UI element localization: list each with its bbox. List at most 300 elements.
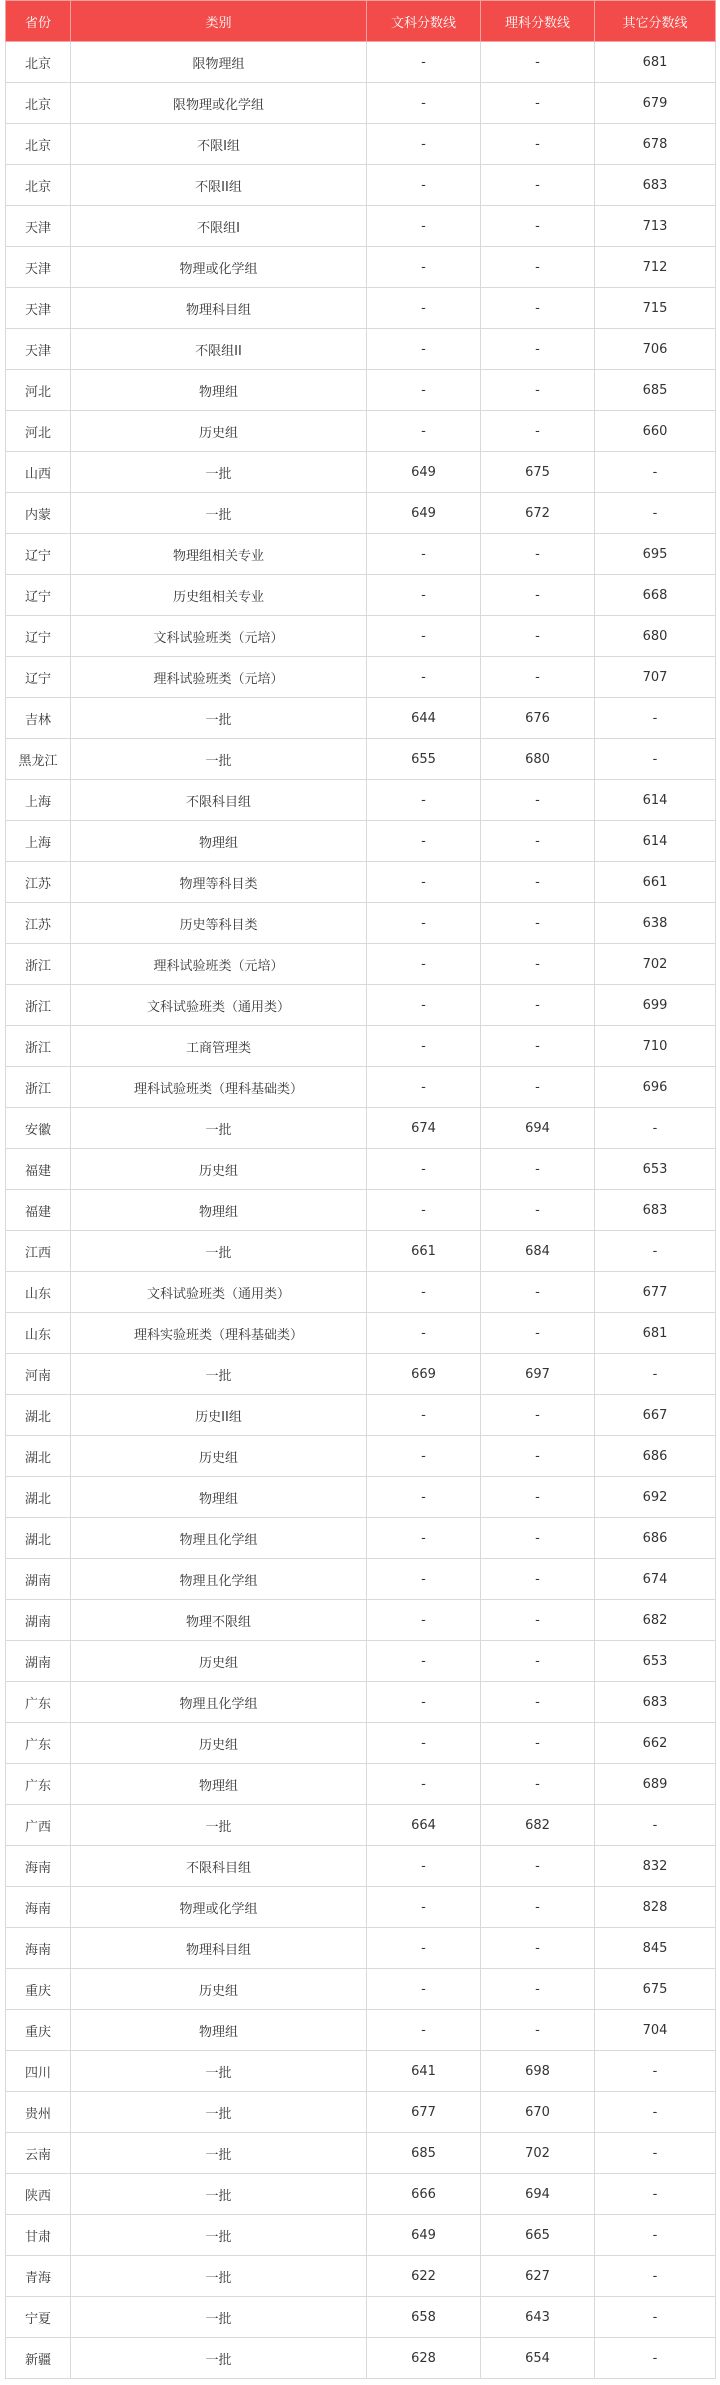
table-row [6,1518,716,1559]
table-row [6,1436,716,1477]
cell-other-score: 661 [595,862,716,903]
cell-science-score: - [481,1559,595,1600]
cell-other-score: 686 [595,1518,716,1559]
cell-science-score: 682 [481,1805,595,1846]
header-category: 类别 [71,1,367,42]
table-row [6,165,716,206]
cell-other-score: - [595,739,716,780]
cell-arts-score: 674 [367,1108,481,1149]
cell-category: 文科试验班类（通用类） [71,1272,367,1313]
cell-province: 北京 [6,124,71,165]
cell-category: 物理组 [71,370,367,411]
cell-science-score: - [481,534,595,575]
cell-category: 限物理组 [71,42,367,83]
cell-province: 河北 [6,370,71,411]
cell-arts-score: 664 [367,1805,481,1846]
cell-arts-score: - [367,1723,481,1764]
cell-arts-score: - [367,1600,481,1641]
table-row [6,1805,716,1846]
cell-province: 山东 [6,1313,71,1354]
cell-science-score: - [481,329,595,370]
cell-category: 不限科目组 [71,1846,367,1887]
cell-category: 一批 [71,698,367,739]
cell-category: 一批 [71,1231,367,1272]
cell-category: 一批 [71,739,367,780]
cell-science-score: 675 [481,452,595,493]
cell-province: 湖北 [6,1395,71,1436]
cell-other-score: 695 [595,534,716,575]
cell-province: 山东 [6,1272,71,1313]
cell-province: 河北 [6,411,71,452]
cell-province: 重庆 [6,2010,71,2051]
cell-province: 天津 [6,206,71,247]
cell-other-score: 710 [595,1026,716,1067]
cell-category: 物理或化学组 [71,1887,367,1928]
cell-other-score: 682 [595,1600,716,1641]
cell-other-score: 679 [595,83,716,124]
table-row [6,2010,716,2051]
cell-arts-score: - [367,534,481,575]
cell-science-score: - [481,985,595,1026]
cell-science-score: - [481,1149,595,1190]
cell-arts-score: - [367,124,481,165]
table-row [6,862,716,903]
cell-arts-score: 644 [367,698,481,739]
table-row [6,1354,716,1395]
table-row [6,903,716,944]
cell-other-score: - [595,2338,716,2379]
cell-category: 物理且化学组 [71,1518,367,1559]
cell-arts-score: 655 [367,739,481,780]
cell-province: 重庆 [6,1969,71,2010]
cell-province: 广西 [6,1805,71,1846]
cell-category: 物理组 [71,2010,367,2051]
cell-province: 湖南 [6,1559,71,1600]
table-row [6,2215,716,2256]
cell-province: 上海 [6,780,71,821]
cell-category: 一批 [71,2092,367,2133]
cell-category: 物理且化学组 [71,1682,367,1723]
table-row [6,534,716,575]
table-row [6,821,716,862]
table-body [6,42,716,2379]
cell-category: 历史组 [71,1436,367,1477]
header-row [6,1,716,42]
cell-province: 北京 [6,42,71,83]
cell-category: 一批 [71,2256,367,2297]
cell-science-score: 684 [481,1231,595,1272]
cell-science-score: 672 [481,493,595,534]
table-row [6,780,716,821]
cell-science-score: - [481,124,595,165]
cell-science-score: - [481,821,595,862]
cell-science-score: - [481,1272,595,1313]
cell-science-score: 694 [481,1108,595,1149]
cell-category: 理科试验班类（元培） [71,657,367,698]
cell-category: 不限II组 [71,165,367,206]
cell-other-score: 681 [595,1313,716,1354]
cell-category: 不限组II [71,329,367,370]
table-row [6,2133,716,2174]
cell-science-score: - [481,1887,595,1928]
cell-category: 历史组 [71,411,367,452]
cell-other-score: 828 [595,1887,716,1928]
cell-other-score: 689 [595,1764,716,1805]
cell-other-score: - [595,2051,716,2092]
cell-other-score: 653 [595,1149,716,1190]
cell-arts-score: - [367,288,481,329]
header-arts-score: 文科分数线 [367,1,481,42]
cell-science-score: - [481,1928,595,1969]
table-row [6,329,716,370]
header-other-score: 其它分数线 [595,1,716,42]
cell-science-score: 670 [481,2092,595,2133]
cell-province: 海南 [6,1846,71,1887]
cell-other-score: - [595,2092,716,2133]
cell-arts-score: 685 [367,2133,481,2174]
cell-province: 浙江 [6,1067,71,1108]
cell-province: 江苏 [6,862,71,903]
cell-province: 云南 [6,2133,71,2174]
cell-category: 物理组 [71,821,367,862]
cell-other-score: 845 [595,1928,716,1969]
cell-arts-score: 658 [367,2297,481,2338]
header-science-score: 理科分数线 [481,1,595,42]
cell-category: 历史组 [71,1641,367,1682]
cell-category: 物理科目组 [71,1928,367,1969]
cell-science-score: 654 [481,2338,595,2379]
cell-province: 浙江 [6,944,71,985]
cell-category: 一批 [71,2051,367,2092]
cell-province: 青海 [6,2256,71,2297]
cell-category: 一批 [71,2174,367,2215]
table-row [6,1723,716,1764]
table-row [6,2092,716,2133]
cell-province: 湖北 [6,1436,71,1477]
table-row [6,1190,716,1231]
cell-other-score: 653 [595,1641,716,1682]
cell-arts-score: - [367,575,481,616]
cell-science-score: - [481,903,595,944]
cell-arts-score: - [367,2010,481,2051]
cell-category: 一批 [71,452,367,493]
cell-other-score: - [595,1108,716,1149]
cell-arts-score: - [367,411,481,452]
cell-arts-score: - [367,1969,481,2010]
cell-province: 湖南 [6,1600,71,1641]
table-row [6,2051,716,2092]
cell-science-score: - [481,780,595,821]
cell-other-score: 713 [595,206,716,247]
cell-other-score: 668 [595,575,716,616]
cell-province: 四川 [6,2051,71,2092]
cell-category: 物理组 [71,1764,367,1805]
cell-science-score: - [481,165,595,206]
cell-science-score: - [481,1436,595,1477]
cell-province: 海南 [6,1887,71,1928]
cell-other-score: 638 [595,903,716,944]
table-row [6,1395,716,1436]
cell-other-score: 683 [595,165,716,206]
cell-category: 不限组I [71,206,367,247]
cell-category: 物理组 [71,1190,367,1231]
table-row [6,1313,716,1354]
cell-category: 历史组 [71,1723,367,1764]
cell-arts-score: - [367,862,481,903]
cell-category: 物理组 [71,1477,367,1518]
cell-arts-score: - [367,985,481,1026]
cell-other-score: - [595,452,716,493]
cell-province: 安徽 [6,1108,71,1149]
table-row [6,575,716,616]
cell-province: 新疆 [6,2338,71,2379]
table-row [6,124,716,165]
table-row [6,247,716,288]
cell-province: 辽宁 [6,657,71,698]
cell-other-score: - [595,698,716,739]
cell-arts-score: - [367,165,481,206]
cell-science-score: 643 [481,2297,595,2338]
cell-other-score: - [595,1354,716,1395]
cell-other-score: 677 [595,1272,716,1313]
cell-other-score: 704 [595,2010,716,2051]
table-row [6,1682,716,1723]
cell-province: 黑龙江 [6,739,71,780]
table-row [6,2338,716,2379]
table-row [6,370,716,411]
cell-other-score: - [595,1805,716,1846]
cell-science-score: - [481,1026,595,1067]
table-row [6,616,716,657]
cell-science-score: - [481,657,595,698]
cell-category: 历史组相关专业 [71,575,367,616]
cell-science-score: - [481,1518,595,1559]
cell-other-score: 674 [595,1559,716,1600]
cell-arts-score: - [367,1026,481,1067]
cell-arts-score: - [367,1928,481,1969]
table-row [6,2256,716,2297]
cell-arts-score: - [367,42,481,83]
cell-arts-score: - [367,657,481,698]
cell-province: 山西 [6,452,71,493]
cell-province: 内蒙 [6,493,71,534]
cell-science-score: 627 [481,2256,595,2297]
cell-science-score: 680 [481,739,595,780]
cell-science-score: - [481,370,595,411]
cell-other-score: 678 [595,124,716,165]
table-header [6,1,716,42]
cell-category: 工商管理类 [71,1026,367,1067]
cell-category: 物理科目组 [71,288,367,329]
cell-science-score: - [481,411,595,452]
cell-other-score: 683 [595,1190,716,1231]
score-table [5,0,716,2379]
table-row [6,985,716,1026]
cell-arts-score: - [367,780,481,821]
cell-science-score: 676 [481,698,595,739]
cell-other-score: 683 [595,1682,716,1723]
cell-science-score: - [481,1682,595,1723]
cell-arts-score: - [367,1846,481,1887]
cell-other-score: 832 [595,1846,716,1887]
cell-category: 一批 [71,2133,367,2174]
cell-arts-score: - [367,1477,481,1518]
cell-arts-score: - [367,1436,481,1477]
cell-category: 理科实验班类（理科基础类） [71,1313,367,1354]
table-row [6,1477,716,1518]
cell-province: 海南 [6,1928,71,1969]
cell-other-score: 680 [595,616,716,657]
cell-category: 文科试验班类（通用类） [71,985,367,1026]
cell-arts-score: 677 [367,2092,481,2133]
table-row [6,1887,716,1928]
table-row [6,1026,716,1067]
cell-category: 物理不限组 [71,1600,367,1641]
cell-province: 湖北 [6,1518,71,1559]
cell-arts-score: 666 [367,2174,481,2215]
cell-other-score: 699 [595,985,716,1026]
cell-other-score: - [595,2215,716,2256]
cell-other-score: 660 [595,411,716,452]
cell-science-score: - [481,616,595,657]
cell-other-score: 715 [595,288,716,329]
cell-other-score: 696 [595,1067,716,1108]
cell-other-score: 712 [595,247,716,288]
cell-province: 北京 [6,83,71,124]
cell-arts-score: - [367,329,481,370]
cell-category: 一批 [71,1354,367,1395]
cell-category: 一批 [71,2297,367,2338]
cell-other-score: - [595,2133,716,2174]
cell-category: 不限科目组 [71,780,367,821]
cell-province: 浙江 [6,985,71,1026]
cell-province: 辽宁 [6,534,71,575]
table-row [6,657,716,698]
cell-category: 物理组相关专业 [71,534,367,575]
table-row [6,1764,716,1805]
cell-science-score: - [481,288,595,329]
cell-other-score: 681 [595,42,716,83]
cell-arts-score: 628 [367,2338,481,2379]
cell-other-score: 706 [595,329,716,370]
cell-category: 一批 [71,493,367,534]
cell-province: 辽宁 [6,616,71,657]
cell-other-score: 675 [595,1969,716,2010]
cell-arts-score: - [367,206,481,247]
table-row [6,2297,716,2338]
cell-province: 广东 [6,1764,71,1805]
cell-other-score: - [595,2256,716,2297]
cell-science-score: - [481,1846,595,1887]
cell-province: 湖北 [6,1477,71,1518]
cell-science-score: - [481,1067,595,1108]
cell-other-score: - [595,493,716,534]
cell-other-score: - [595,2297,716,2338]
cell-arts-score: - [367,1272,481,1313]
cell-arts-score: - [367,821,481,862]
table-row [6,1969,716,2010]
cell-science-score: - [481,247,595,288]
cell-arts-score: - [367,247,481,288]
cell-category: 物理或化学组 [71,247,367,288]
cell-province: 北京 [6,165,71,206]
cell-arts-score: - [367,1641,481,1682]
cell-category: 限物理或化学组 [71,83,367,124]
cell-arts-score: 649 [367,2215,481,2256]
cell-province: 贵州 [6,2092,71,2133]
cell-category: 一批 [71,2215,367,2256]
cell-category: 一批 [71,1805,367,1846]
table-row [6,42,716,83]
cell-other-score: 685 [595,370,716,411]
table-row [6,1600,716,1641]
cell-province: 广东 [6,1682,71,1723]
cell-category: 历史组 [71,1969,367,2010]
cell-category: 历史等科目类 [71,903,367,944]
cell-province: 上海 [6,821,71,862]
table-row [6,1067,716,1108]
cell-province: 天津 [6,288,71,329]
cell-province: 天津 [6,247,71,288]
cell-science-score: 698 [481,2051,595,2092]
cell-other-score: 686 [595,1436,716,1477]
cell-category: 物理等科目类 [71,862,367,903]
cell-arts-score: 661 [367,1231,481,1272]
cell-science-score: 702 [481,2133,595,2174]
cell-arts-score: 649 [367,493,481,534]
table-row [6,2174,716,2215]
table-row [6,1272,716,1313]
cell-arts-score: - [367,1149,481,1190]
table-row [6,411,716,452]
cell-arts-score: - [367,1887,481,1928]
cell-other-score: 662 [595,1723,716,1764]
cell-science-score: - [481,42,595,83]
cell-arts-score: - [367,370,481,411]
cell-arts-score: - [367,1764,481,1805]
cell-science-score: - [481,2010,595,2051]
cell-other-score: 614 [595,780,716,821]
cell-province: 辽宁 [6,575,71,616]
cell-other-score: 707 [595,657,716,698]
cell-science-score: - [481,1764,595,1805]
cell-arts-score: - [367,616,481,657]
cell-arts-score: - [367,903,481,944]
table-row [6,1641,716,1682]
cell-arts-score: 641 [367,2051,481,2092]
cell-arts-score: - [367,1190,481,1231]
cell-science-score: - [481,944,595,985]
cell-province: 陕西 [6,2174,71,2215]
cell-other-score: - [595,1231,716,1272]
cell-arts-score: - [367,1518,481,1559]
cell-other-score: - [595,2174,716,2215]
cell-province: 江苏 [6,903,71,944]
cell-science-score: - [481,575,595,616]
cell-other-score: 667 [595,1395,716,1436]
cell-science-score: 697 [481,1354,595,1395]
cell-science-score: - [481,1969,595,2010]
table-row [6,739,716,780]
cell-province: 河南 [6,1354,71,1395]
cell-category: 不限I组 [71,124,367,165]
cell-science-score: - [481,862,595,903]
cell-arts-score: - [367,1395,481,1436]
cell-science-score: - [481,83,595,124]
cell-science-score: - [481,1723,595,1764]
table-row [6,452,716,493]
cell-category: 历史组 [71,1149,367,1190]
